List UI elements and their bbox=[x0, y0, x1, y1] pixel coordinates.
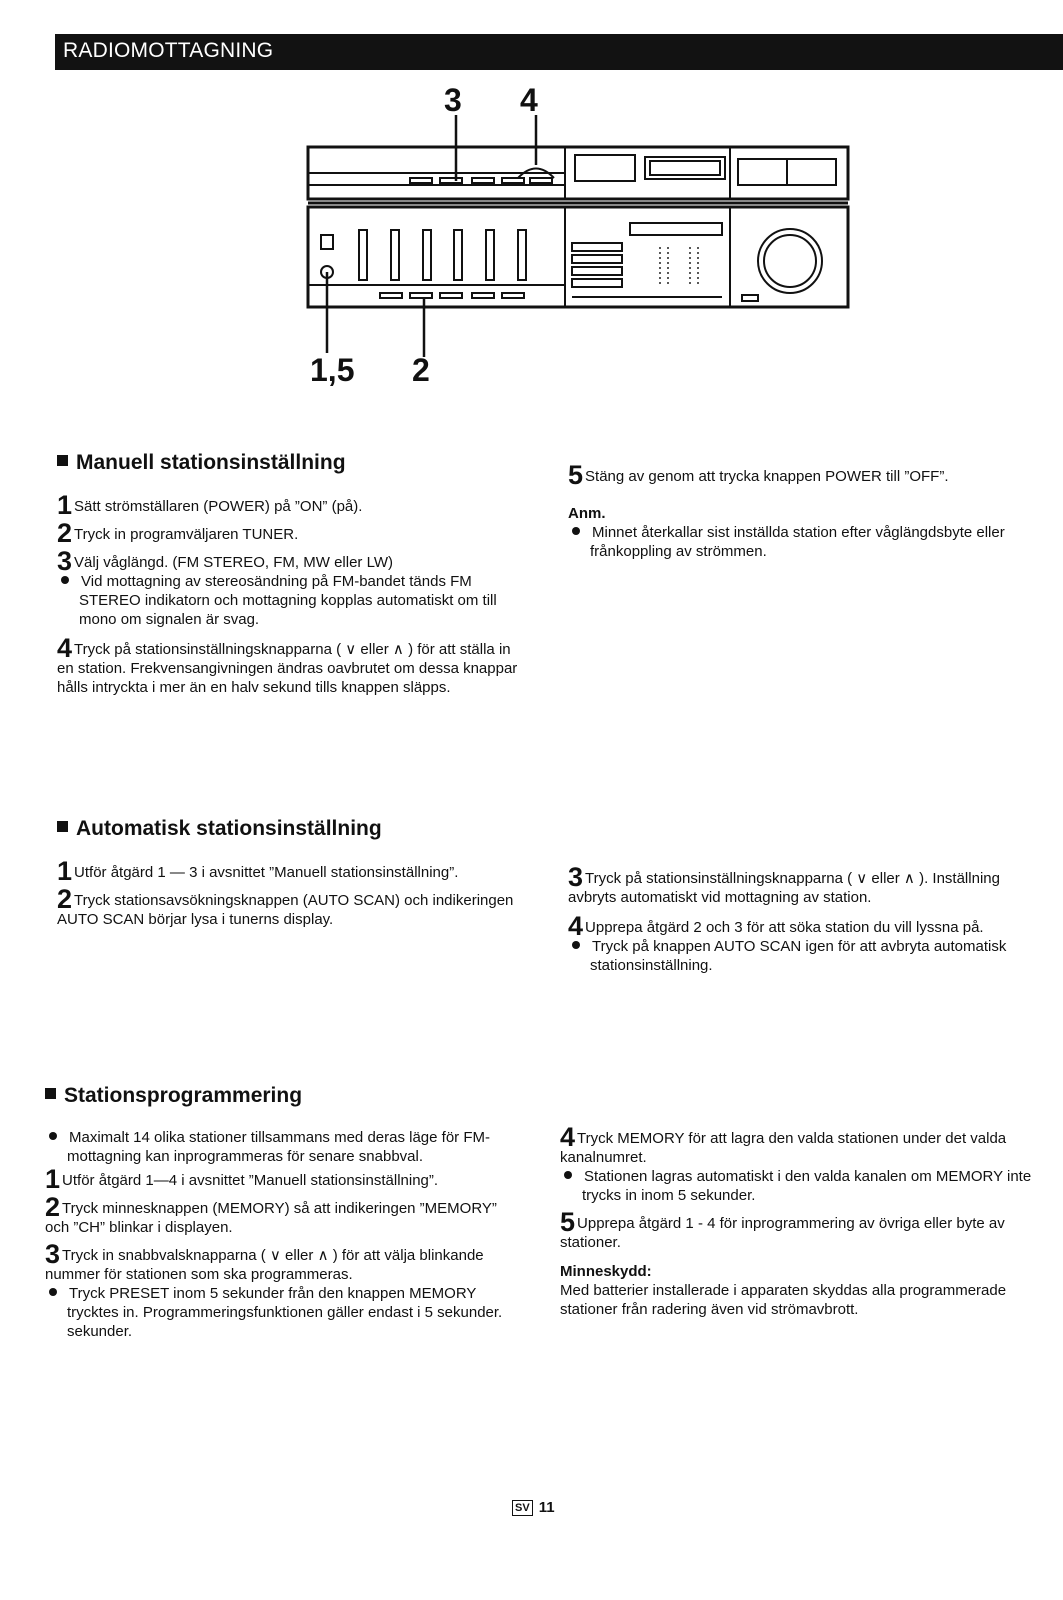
step-number: 3 bbox=[568, 862, 584, 892]
callout-label: 2 bbox=[412, 352, 430, 388]
step-item bbox=[560, 1207, 1035, 1252]
page-number bbox=[512, 1499, 555, 1516]
manual-steps-left bbox=[57, 490, 527, 697]
step-text: Tryck minnesknappen (MEMORY) så att indikeringen ”MEMORY” och ”CH” blinkar i displayen. bbox=[45, 1200, 497, 1236]
step-item bbox=[45, 1239, 520, 1284]
callout-label: 4 bbox=[520, 82, 538, 118]
step-item bbox=[45, 1192, 520, 1237]
step-item bbox=[57, 633, 527, 697]
bullet-text: Vid mottagning av stereosändning på FM-bandet tänds FM STEREO indikatorn och mottagning kopplas automatiskt om till mono om signalen är svag. bbox=[79, 573, 497, 628]
step-text: Upprepa åtgärd 2 och 3 för att söka station du vill lyssna på. bbox=[585, 919, 984, 936]
bullet-dot-icon bbox=[61, 576, 69, 584]
step-number: 5 bbox=[560, 1207, 576, 1237]
bullet-text: Stationen lagras automatiskt i den valda kanalen om MEMORY inte trycks in inom 5 sekunder. bbox=[582, 1168, 1032, 1204]
bullet-item bbox=[45, 1284, 520, 1322]
step-item bbox=[57, 884, 527, 929]
section-title-manual bbox=[57, 451, 346, 475]
step-text: Utför åtgärd 1—4 i avsnittet ”Manuell stationsinställning”. bbox=[62, 1172, 439, 1189]
prog-steps-left bbox=[45, 1128, 520, 1341]
step-item bbox=[568, 862, 1040, 907]
bullet-dot-icon bbox=[49, 1132, 57, 1140]
bullet-item bbox=[45, 1128, 520, 1166]
section-title-prog bbox=[45, 1084, 302, 1108]
bullet-text: Tryck PRESET inom 5 sekunder från den knappen MEMORY trycktes in. Programmeringsfunktionen gäller endast i 5 sekunder. bbox=[67, 1285, 503, 1321]
step-item bbox=[45, 1164, 520, 1194]
step-text: Stäng av genom att trycka knappen POWER till ”OFF”. bbox=[585, 468, 949, 485]
step-item bbox=[568, 911, 1040, 941]
step-text: Tryck MEMORY för att lagra den valda stationen under det valda kanalnumret. bbox=[560, 1130, 1007, 1166]
step-item bbox=[560, 1122, 1035, 1167]
auto-steps-left bbox=[57, 856, 527, 929]
receiver-front-panel-drawing bbox=[290, 85, 870, 395]
step-text: Tryck på stationsinställningsknapparna ( ∨ eller ∧ ) för att ställa in en station. Frekvensangivningen ändras oavbrutet om dessa knappar hålls intryckta i mer än en halv sekund tills knappen släpps. bbox=[57, 641, 518, 696]
callout-label: 3 bbox=[444, 82, 462, 118]
section-header-title: RADIOMOTTAGNING bbox=[63, 39, 274, 62]
step-text: Tryck in snabbvalsknapparna ( ∨ eller ∧ ) för att välja blinkande nummer för stationen som ska programmeras. bbox=[45, 1247, 484, 1283]
page-number-value: 11 bbox=[538, 1499, 555, 1516]
step-number: 4 bbox=[57, 633, 73, 663]
bullet-dot-icon bbox=[572, 527, 580, 535]
bullet-item bbox=[560, 1167, 1035, 1205]
language-badge: SV bbox=[512, 1500, 533, 1516]
step-number: 3 bbox=[57, 546, 73, 576]
bullet-text: Maximalt 14 olika stationer tillsammans med deras läge för FM- mottagning kan inprogrammeras för senare snabbval. bbox=[67, 1129, 490, 1165]
step-number: 5 bbox=[568, 460, 584, 490]
bullet-item bbox=[568, 937, 1040, 975]
step-item bbox=[57, 546, 527, 576]
step-item bbox=[568, 460, 1043, 490]
memo-text: Med batterier installerade i apparaten skyddas alla programmerade stationer från radering även vid strömavbrott. bbox=[560, 1282, 1007, 1318]
step-number: 1 bbox=[57, 856, 73, 886]
step-number: 2 bbox=[45, 1192, 61, 1222]
section-title-auto bbox=[57, 817, 382, 841]
step-item bbox=[57, 518, 527, 548]
step-number: 4 bbox=[560, 1122, 576, 1152]
bullet-text: Tryck på knappen AUTO SCAN igen för att avbryta automatisk stationsinställning. bbox=[590, 938, 1007, 974]
bullet-text: Minnet återkallar sist inställda station efter våglängdsbyte eller frånkoppling av strömmen. bbox=[590, 524, 1005, 560]
step-text: Tryck stationsavsökningsknappen (AUTO SCAN) och indikeringen AUTO SCAN börjar lysa i tunerns display. bbox=[57, 892, 514, 928]
section-title-text: Manuell stationsinställning bbox=[76, 451, 346, 474]
bullet-item bbox=[568, 523, 1043, 561]
bullet-dot-icon bbox=[49, 1288, 57, 1296]
note-title: Anm. bbox=[568, 505, 606, 522]
section-header-bar bbox=[55, 34, 1063, 70]
step-number: 2 bbox=[57, 518, 73, 548]
step-text: Sätt strömställaren (POWER) på ”ON” (på). bbox=[74, 498, 363, 515]
square-bullet-icon bbox=[57, 821, 68, 832]
step-number: 1 bbox=[45, 1164, 61, 1194]
step-text: Utför åtgärd 1 — 3 i avsnittet ”Manuell stationsinställning”. bbox=[74, 864, 459, 881]
step-number: 1 bbox=[57, 490, 73, 520]
step-text: Välj våglängd. (FM STEREO, FM, MW eller LW) bbox=[74, 554, 393, 571]
section-title-text: Automatisk stationsinställning bbox=[76, 817, 382, 840]
square-bullet-icon bbox=[57, 455, 68, 466]
manual-steps-right bbox=[568, 460, 1043, 561]
step-number: 3 bbox=[45, 1239, 61, 1269]
step-text: Upprepa åtgärd 1 - 4 för inprogrammering av övriga eller byte av stationer. bbox=[560, 1215, 1005, 1251]
bullet-dot-icon bbox=[572, 941, 580, 949]
memo-title: Minneskydd: bbox=[560, 1263, 652, 1280]
device-illustration bbox=[290, 85, 870, 395]
prog-steps-right bbox=[560, 1122, 1035, 1319]
bullet-dot-icon bbox=[564, 1171, 572, 1179]
bullet-item bbox=[57, 572, 527, 629]
section-title-text: Stationsprogrammering bbox=[64, 1084, 303, 1107]
auto-steps-right bbox=[568, 862, 1040, 975]
step-text: Tryck in programväljaren TUNER. bbox=[74, 526, 299, 543]
continuation-text: sekunder. bbox=[67, 1323, 133, 1340]
callout-label: 1,5 bbox=[310, 352, 355, 388]
step-item bbox=[57, 856, 527, 886]
step-text: Tryck på stationsinställningsknapparna ( ∨ eller ∧ ). Inställning avbryts automatiskt vid mottagning av station. bbox=[568, 870, 1000, 906]
step-number: 2 bbox=[57, 884, 73, 914]
step-item bbox=[57, 490, 527, 520]
step-number: 4 bbox=[568, 911, 584, 941]
square-bullet-icon bbox=[45, 1088, 56, 1099]
